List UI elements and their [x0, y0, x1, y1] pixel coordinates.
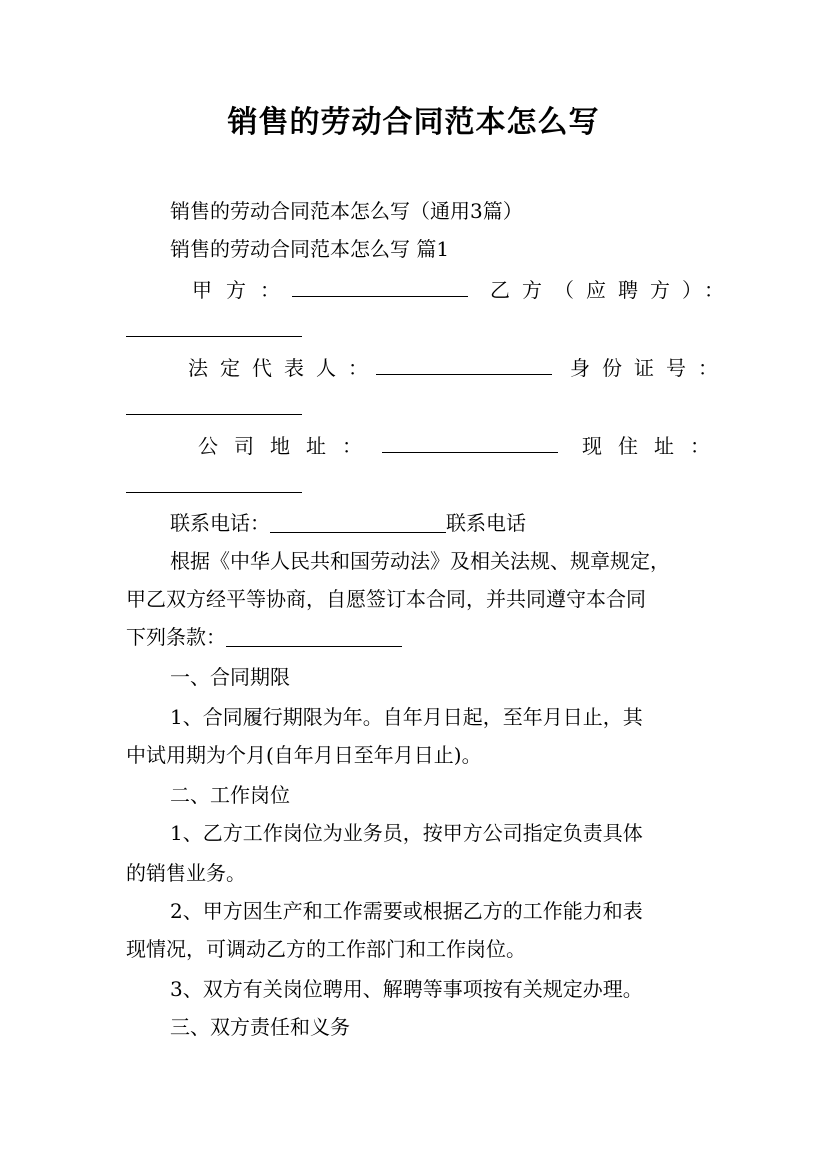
- current-address-blank-line: [126, 468, 702, 498]
- party-line: [126, 274, 736, 305]
- contact-line: [126, 508, 746, 538]
- address-line: [126, 430, 726, 461]
- preamble-line-3-text: 下列条款：: [126, 625, 226, 649]
- legal-rep-row: [188, 352, 730, 383]
- clause-2-2-line-2: 现情况，可调动乙方的工作部门和工作岗位。: [126, 937, 526, 961]
- party-b-blank-line: [126, 312, 702, 342]
- id-number-blank[interactable]: [126, 392, 302, 415]
- legal-rep-label: 法定代表人：: [188, 356, 380, 380]
- clause-2-2-line-1: 2、甲方因生产和工作需要或根据乙方的工作能力和表: [170, 899, 643, 923]
- preamble-blank[interactable]: [226, 624, 402, 647]
- heading-contract-term: 一、合同期限: [170, 665, 290, 689]
- address-row: [198, 430, 726, 461]
- section-line: 销售的劳动合同范本怎么写 篇1: [170, 237, 450, 261]
- heading-job-position: 二、工作岗位: [170, 783, 290, 807]
- document-title: 销售的劳动合同范本怎么写: [227, 105, 600, 140]
- id-number-blank-line: [126, 390, 702, 420]
- party-row: [192, 274, 736, 305]
- legal-rep-blank[interactable]: [376, 352, 552, 375]
- preamble-line-2: 甲乙双方经平等协商，自愿签订本合同，并共同遵守本合同: [126, 587, 646, 611]
- preamble-line-3: [126, 622, 702, 652]
- party-a-label: 甲方：: [192, 278, 294, 302]
- party-b-label: 乙方（应聘方）：: [490, 278, 736, 302]
- party-a-blank[interactable]: [292, 274, 468, 297]
- clause-2-1-line-2: 的销售业务。: [126, 861, 246, 885]
- legal-rep-line: [126, 352, 730, 383]
- contact-phone-label: 联系电话：: [170, 511, 270, 535]
- contact-phone-blank[interactable]: [270, 510, 446, 533]
- heading-responsibilities: 三、双方责任和义务: [170, 1015, 350, 1039]
- party-b-blank[interactable]: [126, 314, 302, 337]
- clause-1-1-line-1: 1、合同履行期限为年。自年月日起，至年月日止，其: [170, 705, 643, 729]
- clause-1-1-line-2: 中试用期为个月(自年月日至年月日止)。: [126, 743, 482, 767]
- company-address-label: 公司地址：: [198, 434, 378, 458]
- current-address-label: 现住址：: [582, 434, 726, 458]
- id-number-label: 身份证号：: [570, 356, 730, 380]
- subtitle-line: 销售的劳动合同范本怎么写（通用3篇）: [170, 199, 523, 223]
- clause-2-1-line-1: 1、乙方工作岗位为业务员，按甲方公司指定负责具体: [170, 821, 643, 845]
- company-address-blank[interactable]: [382, 430, 558, 453]
- clause-2-3-line: 3、双方有关岗位聘用、解聘等事项按有关规定办理。: [170, 977, 643, 1001]
- current-address-blank[interactable]: [126, 470, 302, 493]
- preamble-line-1: 根据《中华人民共和国劳动法》及相关法规、规章规定，: [170, 549, 670, 573]
- contact-phone-label-2: 联系电话: [446, 511, 526, 535]
